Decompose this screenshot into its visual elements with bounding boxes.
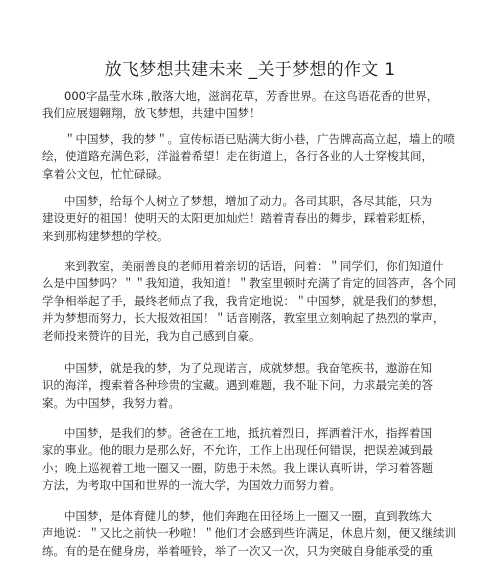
paragraph-line: 练。有的是在健身房，举着哑铃，举了一次又一次，只为突破自身能承受的重 (42, 543, 433, 558)
paragraph-line: 小；晚上巡视着工地一圈又一圈，防患于未然。我上课认真听讲，学习着答题 (42, 460, 433, 475)
paragraph-line: 我们应展翅翱翔，放飞梦想，共建中国梦！ (42, 106, 261, 121)
paragraph-line: 案。为中国梦，我努力着。 (42, 395, 180, 410)
paragraph-line: 老师投来赞许的目光，我为自己感到自豪。 (42, 328, 261, 343)
paragraph-line: 中国梦，就是我的梦，为了兑现诺言，成就梦想。我奋笔疾书，遨游在知 (64, 361, 432, 375)
paragraph-line: 方法，为考取中国和世界的一流大学，为国效力而努力着。 (42, 478, 341, 493)
paragraph-line: 家的事业。他的眼力是那么好，不允许，工作上出现任何错误，把误差减到最 (42, 443, 433, 458)
page-title: 放飞梦想共建未来 _关于梦想的作文 1 (104, 60, 396, 80)
paragraph-line: 并为梦想而努力，长大报效祖国！＂话音刚落，教室里立刻响起了热烈的掌声， (42, 311, 445, 326)
paragraph-line: 识的海洋，搜索着各种珍贵的宝藏。遇到难题，我不耻下问，力求最完美的答 (42, 378, 433, 393)
paragraph-line: 中国梦，给每个人树立了梦想，增加了动力。各司其职，各尽其能，只为 (64, 194, 432, 208)
paragraph-line: 声地说：＂又比之前快一秒啦！＂他们才会感到些许满足，休息片刻，便又继续训 (42, 526, 456, 541)
paragraph-line: 么是中国梦吗？＂＂我知道，我知道！＂教室里顿时充满了肯定的回答声，各个同 (42, 276, 456, 291)
paragraph-line: 来到那构建梦想的学校。 (42, 228, 169, 243)
paragraph-line: ＂中国梦，我的梦＂。宣传标语已贴满大街小巷，广告牌高高立起，墙上的喷 (64, 132, 455, 146)
paragraph-3 (42, 193, 462, 245)
paragraph-line: 拿着公文包，忙忙碌碌。 (42, 166, 169, 181)
paragraph-line: 000字晶莹水珠 ,散落大地，滋润花草，芳香世界。在这鸟语花香的世界， (64, 89, 439, 103)
paragraph-6 (42, 425, 462, 495)
paragraph-2 (42, 131, 462, 183)
paragraph-line: 学争相举起了手，最终老师点了我，我肯定地说：＂中国梦，就是我们的梦想， (42, 293, 445, 308)
paragraph-7 (42, 508, 462, 560)
paragraph-1 (42, 88, 462, 123)
paragraph-5 (42, 360, 462, 412)
paragraph-line: 来到教室，美丽善良的老师用着亲切的话语，问着：＂同学们，你们知道什 (64, 259, 444, 273)
paragraph-line: 中国梦，是体育健儿的梦，他们奔跑在田径场上一圈又一圈，直到教练大 (64, 509, 432, 523)
paragraph-line: 中国梦，是我们的梦。爸爸在工地，抵抗着烈日，挥洒着汗水，指挥着国 (64, 426, 432, 440)
paragraph-line: 绘，使道路充满色彩，洋溢着希望！走在街道上，各行各业的人士穿梭其间， (42, 149, 433, 164)
paragraph-line: 建设更好的祖国！使明天的太阳更加灿烂！踏着青春出的舞步，踩着彩虹桥， (42, 211, 433, 226)
paragraph-4 (42, 258, 462, 345)
